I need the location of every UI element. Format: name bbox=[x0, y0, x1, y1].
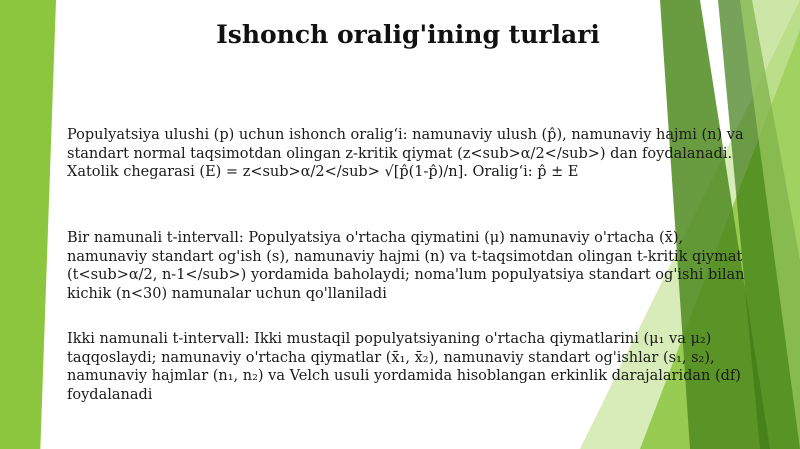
paragraph-proportion-interval: Populyatsiya ulushi (p) uchun ishonch oralig‘i: namunaviy ulush (p̂), namunaviy hajmi (n) va standart normal taqsimotdan olingan z-kritik qiymat (z<sub>α/2</sub>) dan foydalanadi. Xatolik chegarasi (E) = z<sub>α/2</sub> √[p̂(1-p̂)/n]. Oralig‘i: p̂ ± E bbox=[67, 127, 744, 180]
paragraph-two-sample-t-interval: Ikki namunali t-intervall: Ikki mustaqil populyatsiyaning o'rtacha qiymatlarini (μ₁ va μ₂) taqqoslaydi; namunaviy o'rtacha qiymatlar (x̄₁, x̄₂), namunaviy standart og'ishlar (s₁, s₂), namunaviy hajmlar (n₁, n₂) va Velch usuli yordamida hisoblangan erkinlik darajalaridan (df) foydalanadi bbox=[67, 331, 741, 403]
slide-title: Ishonch oralig'ining turlari bbox=[216, 20, 600, 49]
paragraph-one-sample-t-interval: Bir namunali t-intervall: Populyatsiya o'rtacha qiymatini (μ) namunaviy o'rtacha (x̄), namunaviy standart og'ish (s), namunaviy hajmi (n) va t-taqsimotdan olingan t-kritik qiymat (t<sub>α/2, n-1</sub>) yordamida baholaydi; noma'lum populyatsiya standart og'ishi bilan kichik (n<30) namunalar uchun qo'llaniladi bbox=[67, 230, 745, 302]
